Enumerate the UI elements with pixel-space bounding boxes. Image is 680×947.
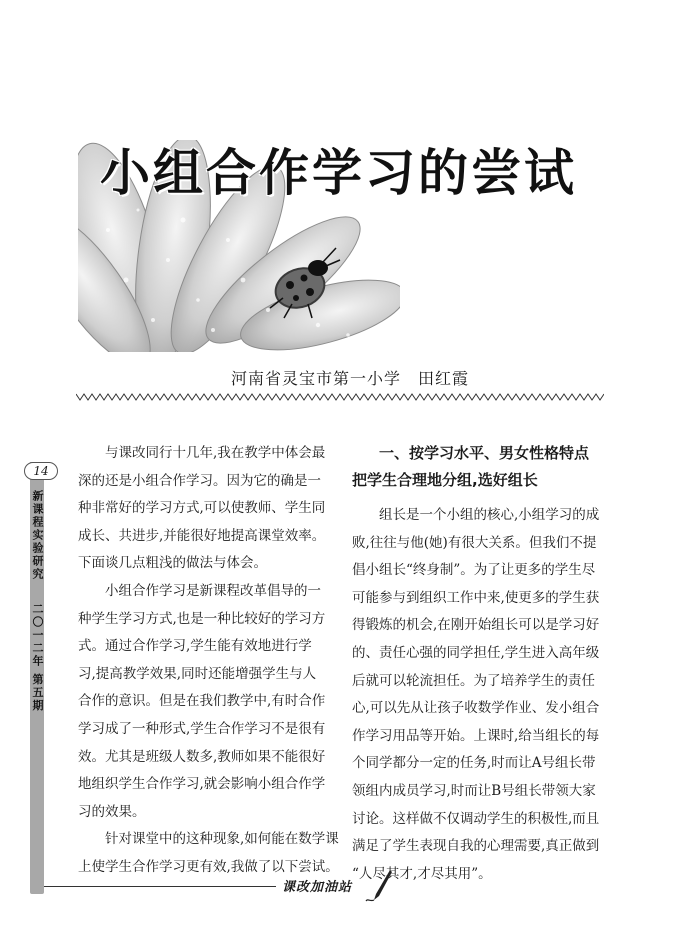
left-column xyxy=(78,440,342,882)
text-line: 成长、共进步,并能很好地提高课堂效率。 xyxy=(78,527,326,544)
text-line: 习,提高教学效果,同时还能增强学生与人 xyxy=(78,665,317,682)
text-line: 上使学生合作学习更有效,我做了以下尝试。 xyxy=(78,858,339,875)
text-line: 种学生学习方式,也是一种比较好的学习方 xyxy=(78,610,326,627)
text-line: 下面谈几点粗浅的做法与体会。 xyxy=(78,555,267,572)
page-number: 14 xyxy=(24,462,58,480)
text-line: 作学习用品等开始。上课时,给当组长的每 xyxy=(352,727,600,744)
text-line: 后就可以轮流担任。为了培养学生的责任 xyxy=(352,672,595,689)
article-title: 小组合作学习的尝试 xyxy=(100,144,577,202)
section-heading-line-2: 把学生合理地分组,选好组长 xyxy=(352,471,538,489)
text-line: 学习成了一种形式,学生合作学习不是很有 xyxy=(78,720,326,737)
text-line: 败,往往与他(她)有很大关系。但我们不提 xyxy=(352,534,597,551)
text-line: 小组合作学习是新课程改革倡导的一 xyxy=(105,582,321,599)
text-line: 的、责任心强的同学担任,学生进入高年级 xyxy=(352,644,600,661)
text-line: 倡小组长“终身制”。为了让更多的学生尽 xyxy=(352,562,596,579)
journal-name: 新课程实验研究 xyxy=(31,490,44,581)
text-line: 深的还是小组合作学习。因为它的确是一 xyxy=(78,472,321,489)
text-line: 满足了学生表现自我的心理需要,真正做到 xyxy=(352,838,600,855)
text-line: 得锻炼的机会,在刚开始组长可以是学习好 xyxy=(352,617,600,634)
text-line: 心,可以先从让孩子收数学作业、发小组合 xyxy=(352,700,600,717)
section-heading xyxy=(352,440,612,494)
text-line: 与课改同行十几年,我在教学中体会最 xyxy=(105,445,326,461)
text-line: 针对课堂中的这种现象,如何能在数学课 xyxy=(105,831,339,848)
text-line: 效。尤其是班级人数多,教师如果不能很好 xyxy=(78,748,326,765)
journal-info xyxy=(28,490,46,720)
footer-rule xyxy=(44,886,276,887)
wave-divider xyxy=(76,392,604,402)
text-line: 地组织学生合作学习,就会影响小组合作学 xyxy=(78,776,326,793)
author-line: 河南省灵宝市第一小学 田红霞 xyxy=(230,369,469,388)
right-column xyxy=(352,440,612,888)
journal-issue: 二〇一二年 第五期 xyxy=(31,602,44,713)
text-line: 式。通过合作学习,学生能有效地进行学 xyxy=(78,638,312,655)
text-line: “人尽其才,才尽其用”。 xyxy=(352,865,492,882)
text-line: 可能参与到组织工作中来,使更多的学生获 xyxy=(352,589,600,606)
text-line: 习的效果。 xyxy=(78,803,146,820)
footer-column-name: 课改加油站 xyxy=(282,880,353,895)
text-line: 个同学都分一定的任务,时而让A号组长带 xyxy=(352,755,596,772)
text-line: 领组内成员学习,时而让B号组长带领大家 xyxy=(352,782,596,799)
text-line: 种非常好的学习方式,可以使教师、学生同 xyxy=(78,500,326,517)
pen-icon xyxy=(364,868,394,904)
text-line: 讨论。这样做不仅调动学生的积极性,而且 xyxy=(352,810,600,827)
section-heading-line-1: 一、按学习水平、男女性格特点 xyxy=(379,444,590,462)
text-line: 合作的意识。但是在我们教学中,有时合作 xyxy=(78,693,326,710)
text-line: 组长是一个小组的核心,小组学习的成 xyxy=(379,507,600,523)
